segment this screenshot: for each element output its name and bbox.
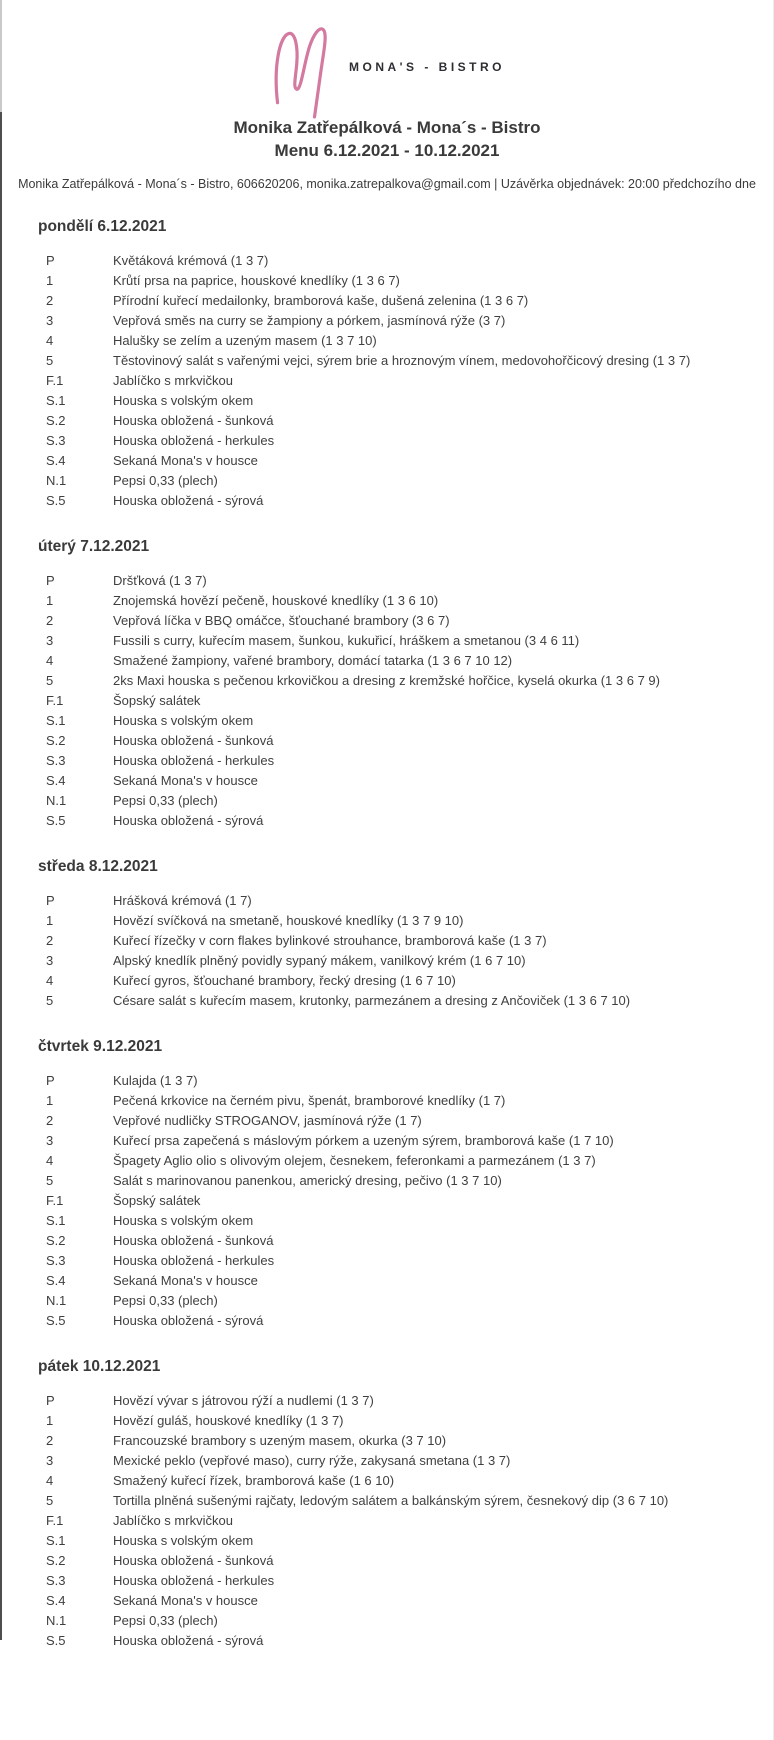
day-title: pátek 10.12.2021: [38, 1358, 161, 1375]
item-code: 4: [46, 333, 54, 348]
menu-item-row: [38, 791, 746, 811]
item-text: Tortilla plněná sušenými rajčaty, ledovým salátem a balkánským sýrem, česnekový dip (3 6 7 10): [113, 1493, 669, 1508]
item-code: 1: [46, 593, 54, 608]
menu-item-row: [38, 1091, 746, 1111]
item-code: F.1: [46, 373, 64, 388]
page-title: Monika Zatřepálková - Mona´s - Bistro: [233, 118, 541, 137]
item-text: Kulajda (1 3 7): [113, 1073, 198, 1088]
item-text: Houska obložená - sýrová: [113, 1633, 264, 1648]
day-section: [38, 218, 746, 511]
menu-item-row: [38, 931, 746, 951]
item-text: Smažené žampiony, vařené brambory, domácí tatarka (1 3 6 7 10 12): [113, 653, 513, 668]
menu-item-row: [38, 1211, 746, 1231]
item-code: 4: [46, 973, 54, 988]
item-code: S.4: [46, 773, 66, 788]
menu-item-row: [38, 1171, 746, 1191]
item-text: Kuřecí prsa zapečená s máslovým pórkem a uzeným sýrem, bramborová kaše (1 7 10): [113, 1133, 614, 1148]
day-title: pondělí 6.12.2021: [38, 218, 167, 235]
menu-item-row: [38, 1311, 746, 1331]
item-text: Hovězí guláš, houskové knedlíky (1 3 7): [113, 1413, 344, 1428]
contact-info: Monika Zatřepálková - Mona´s - Bistro, 606620206, monika.zatrepalkova@gmail.com | Uzávěrka objednávek: 20:00 předchozího dne: [18, 177, 756, 191]
menu-item-row: [38, 1491, 746, 1511]
menu-item-row: [38, 1511, 746, 1531]
item-text: Pepsi 0,33 (plech): [113, 793, 218, 808]
item-text: Hovězí svíčková na smetaně, houskové knedlíky (1 3 7 9 10): [113, 913, 464, 928]
item-code: N.1: [46, 1613, 67, 1628]
item-code: N.1: [46, 473, 67, 488]
menu-item-row: [38, 951, 746, 971]
item-code: 2: [46, 613, 54, 628]
item-text: Jablíčko s mrkvičkou: [113, 1513, 233, 1528]
item-code: P: [46, 573, 55, 588]
menu-item-row: [38, 471, 746, 491]
menu-item-row: [38, 1551, 746, 1571]
menu-item-row: [38, 291, 746, 311]
item-code: 2: [46, 1433, 54, 1448]
item-code: 1: [46, 1093, 54, 1108]
item-code: S.2: [46, 413, 66, 428]
item-code: 2: [46, 1113, 54, 1128]
menu-item-row: [38, 1391, 746, 1411]
item-text: Houska obložená - šunková: [113, 413, 274, 428]
menu-item-row: [38, 751, 746, 771]
menu-item-row: [38, 1251, 746, 1271]
item-code: S.1: [46, 393, 66, 408]
menu-item-row: [38, 1451, 746, 1471]
menu-item-row: [38, 1571, 746, 1591]
item-text: Houska obložená - šunková: [113, 733, 274, 748]
menu-item-row: [38, 451, 746, 471]
item-text: Květáková krémová (1 3 7): [113, 253, 269, 268]
menu-item-row: [38, 411, 746, 431]
item-text: Vepřová směs na curry se žampiony a pórkem, jasmínová rýže (3 7): [113, 313, 506, 328]
item-text: Hovězí vývar s játrovou rýží a nudlemi (1 3 7): [113, 1393, 374, 1408]
menu-item-row: [38, 731, 746, 751]
item-code: 3: [46, 633, 54, 648]
menu-item-row: [38, 991, 746, 1011]
menu-item-row: [38, 651, 746, 671]
item-code: 3: [46, 1133, 54, 1148]
item-code: S.3: [46, 753, 66, 768]
menu-item-row: [38, 331, 746, 351]
menu-item-row: [38, 391, 746, 411]
item-code: 5: [46, 673, 54, 688]
menu-item-row: [38, 1231, 746, 1251]
item-text: Sekaná Mona's v housce: [113, 1593, 258, 1608]
menu-item-row: [38, 351, 746, 371]
day-title: úterý 7.12.2021: [38, 538, 150, 555]
item-text: Houska obložená - herkules: [113, 1253, 275, 1268]
item-text: Pepsi 0,33 (plech): [113, 1613, 218, 1628]
menu-item-row: [38, 1531, 746, 1551]
item-text: Pepsi 0,33 (plech): [113, 473, 218, 488]
item-code: F.1: [46, 693, 64, 708]
item-code: 4: [46, 1473, 54, 1488]
day-section: [38, 1358, 746, 1651]
item-code: S.5: [46, 493, 66, 508]
menu-item-row: [38, 1071, 746, 1091]
item-code: 3: [46, 1453, 54, 1468]
menu-item-row: [38, 611, 746, 631]
menu-item-row: [38, 1631, 746, 1651]
item-text: Těstovinový salát s vařenými vejci, sýrem brie a hroznovým vínem, medovohořčicový dresing (1 3 7): [113, 353, 691, 368]
item-text: Smažený kuřecí řízek, bramborová kaše (1 6 10): [113, 1473, 395, 1488]
item-text: Pečená krkovice na černém pivu, špenát, bramborové knedlíky (1 7): [113, 1093, 506, 1108]
menu-item-row: [38, 671, 746, 691]
item-text: Houska obložená - šunková: [113, 1553, 274, 1568]
item-text: Houska s volským okem: [113, 1533, 254, 1548]
item-text: Houska s volským okem: [113, 713, 254, 728]
menu-item-row: [38, 811, 746, 831]
menu-item-row: [38, 1411, 746, 1431]
logo-monogram-icon: [269, 6, 333, 124]
item-text: Houska s volským okem: [113, 393, 254, 408]
page-edge-line: [0, 112, 2, 1640]
item-text: Salát s marinovanou panenkou, americký dresing, pečivo (1 3 7 10): [113, 1173, 502, 1188]
item-code: S.1: [46, 1533, 66, 1548]
brand-text: MONA'S - BISTRO: [348, 60, 506, 74]
menu-item-row: [38, 1591, 746, 1611]
item-text: Dršťková (1 3 7): [113, 573, 207, 588]
item-code: S.5: [46, 1313, 66, 1328]
menu-item-row: [38, 371, 746, 391]
item-code: S.2: [46, 1233, 66, 1248]
item-code: 4: [46, 653, 54, 668]
menu-item-row: [38, 971, 746, 991]
item-text: Kuřecí řízečky v corn flakes bylinkové strouhance, bramborová kaše (1 3 7): [113, 933, 547, 948]
item-code: 3: [46, 953, 54, 968]
item-text: Césare salát s kuřecím masem, krutonky, parmezánem a dresing z Ančoviček (1 3 6 7 10): [113, 993, 631, 1008]
item-code: 5: [46, 1493, 54, 1508]
item-code: 2: [46, 933, 54, 948]
item-code: N.1: [46, 793, 67, 808]
menu-item-row: [38, 431, 746, 451]
item-text: Špagety Aglio olio s olivovým olejem, česnekem, feferonkami a parmezánem (1 3 7): [113, 1153, 596, 1168]
item-text: Sekaná Mona's v housce: [113, 453, 258, 468]
item-code: 4: [46, 1153, 54, 1168]
item-code: S.5: [46, 813, 66, 828]
day-section: [38, 1038, 746, 1331]
menu-item-row: [38, 1111, 746, 1131]
item-text: Alpský knedlík plněný povidly sypaný mákem, vanilkový krém (1 6 7 10): [113, 953, 526, 968]
item-text: Francouzské brambory s uzeným masem, okurka (3 7 10): [113, 1433, 447, 1448]
menu-item-row: [38, 271, 746, 291]
item-code: S.4: [46, 1593, 66, 1608]
item-text: Vepřová líčka v BBQ omáčce, šťouchané brambory (3 6 7): [113, 613, 450, 628]
item-code: 5: [46, 1173, 54, 1188]
menu-item-row: [38, 311, 746, 331]
menu-item-row: [38, 1131, 746, 1151]
menu-item-row: [38, 911, 746, 931]
item-text: Houska obložená - šunková: [113, 1233, 274, 1248]
item-text: Houska obložená - sýrová: [113, 493, 264, 508]
item-code: 1: [46, 1413, 54, 1428]
menu-item-row: [38, 1431, 746, 1451]
item-text: Krůtí prsa na paprice, houskové knedlíky (1 3 6 7): [113, 273, 400, 288]
day-section: [38, 538, 746, 831]
item-code: 3: [46, 313, 54, 328]
item-code: S.3: [46, 1253, 66, 1268]
item-code: F.1: [46, 1513, 64, 1528]
item-text: Pepsi 0,33 (plech): [113, 1293, 218, 1308]
item-code: 2: [46, 293, 54, 308]
item-code: S.1: [46, 713, 66, 728]
item-text: Vepřové nudličky STROGANOV, jasmínová rýže (1 7): [113, 1113, 422, 1128]
item-text: Mexické peklo (vepřové maso), curry rýže, zakysaná smetana (1 3 7): [113, 1453, 511, 1468]
item-text: Houska obložená - sýrová: [113, 813, 264, 828]
item-text: Sekaná Mona's v housce: [113, 1273, 258, 1288]
item-text: Kuřecí gyros, šťouchané brambory, řecký dresing (1 6 7 10): [113, 973, 456, 988]
item-code: P: [46, 893, 55, 908]
item-code: F.1: [46, 1193, 64, 1208]
item-code: P: [46, 1073, 55, 1088]
page-subtitle: Menu 6.12.2021 - 10.12.2021: [274, 141, 500, 160]
item-code: S.3: [46, 1573, 66, 1588]
item-text: Houska obložená - herkules: [113, 1573, 275, 1588]
item-code: 1: [46, 273, 54, 288]
item-text: Houska obložená - sýrová: [113, 1313, 264, 1328]
menu-item-row: [38, 491, 746, 511]
day-title: středa 8.12.2021: [38, 858, 158, 875]
item-text: Halušky se zelím a uzeným masem (1 3 7 10): [113, 333, 377, 348]
item-code: P: [46, 1393, 55, 1408]
menu-item-row: [38, 1151, 746, 1171]
menu-item-row: [38, 1271, 746, 1291]
page-edge-line-top: [0, 0, 2, 112]
menu-item-row: [38, 711, 746, 731]
item-code: S.4: [46, 453, 66, 468]
menu-item-row: [38, 571, 746, 591]
item-code: 5: [46, 993, 54, 1008]
menu-item-row: [38, 771, 746, 791]
item-text: Houska s volským okem: [113, 1213, 254, 1228]
item-text: Šopský salátek: [113, 693, 201, 708]
menu-item-row: [38, 691, 746, 711]
day-section: [38, 858, 746, 1011]
menu-item-row: [38, 1291, 746, 1311]
item-code: S.2: [46, 733, 66, 748]
menu-item-row: [38, 891, 746, 911]
item-text: Sekaná Mona's v housce: [113, 773, 258, 788]
item-text: Jablíčko s mrkvičkou: [113, 373, 233, 388]
item-code: S.5: [46, 1633, 66, 1648]
item-code: N.1: [46, 1293, 67, 1308]
menu-item-row: [38, 1191, 746, 1211]
item-text: Hrášková krémová (1 7): [113, 893, 252, 908]
menu-item-row: [38, 1471, 746, 1491]
item-text: 2ks Maxi houska s pečenou krkovičkou a dresing z kremžské hořčice, kyselá okurka (1 3 6 7 9): [113, 673, 660, 688]
item-code: S.4: [46, 1273, 66, 1288]
item-text: Houska obložená - herkules: [113, 433, 275, 448]
item-code: S.3: [46, 433, 66, 448]
item-code: S.1: [46, 1213, 66, 1228]
item-text: Přírodní kuřecí medailonky, bramborová kaše, dušená zelenina (1 3 6 7): [113, 293, 529, 308]
menu-item-row: [38, 1611, 746, 1631]
logo: [0, 0, 774, 108]
item-text: Znojemská hovězí pečeně, houskové knedlíky (1 3 6 10): [113, 593, 439, 608]
item-code: P: [46, 253, 55, 268]
menu-days: [0, 218, 774, 1711]
item-text: Houska obložená - herkules: [113, 753, 275, 768]
day-title: čtvrtek 9.12.2021: [38, 1038, 163, 1055]
menu-item-row: [38, 251, 746, 271]
item-code: 1: [46, 913, 54, 928]
menu-item-row: [38, 591, 746, 611]
item-text: Fussili s curry, kuřecím masem, šunkou, kukuřicí, hráškem a smetanou (3 4 6 11): [113, 633, 580, 648]
menu-item-row: [38, 631, 746, 651]
item-text: Šopský salátek: [113, 1193, 201, 1208]
item-code: S.2: [46, 1553, 66, 1568]
item-code: 5: [46, 353, 54, 368]
